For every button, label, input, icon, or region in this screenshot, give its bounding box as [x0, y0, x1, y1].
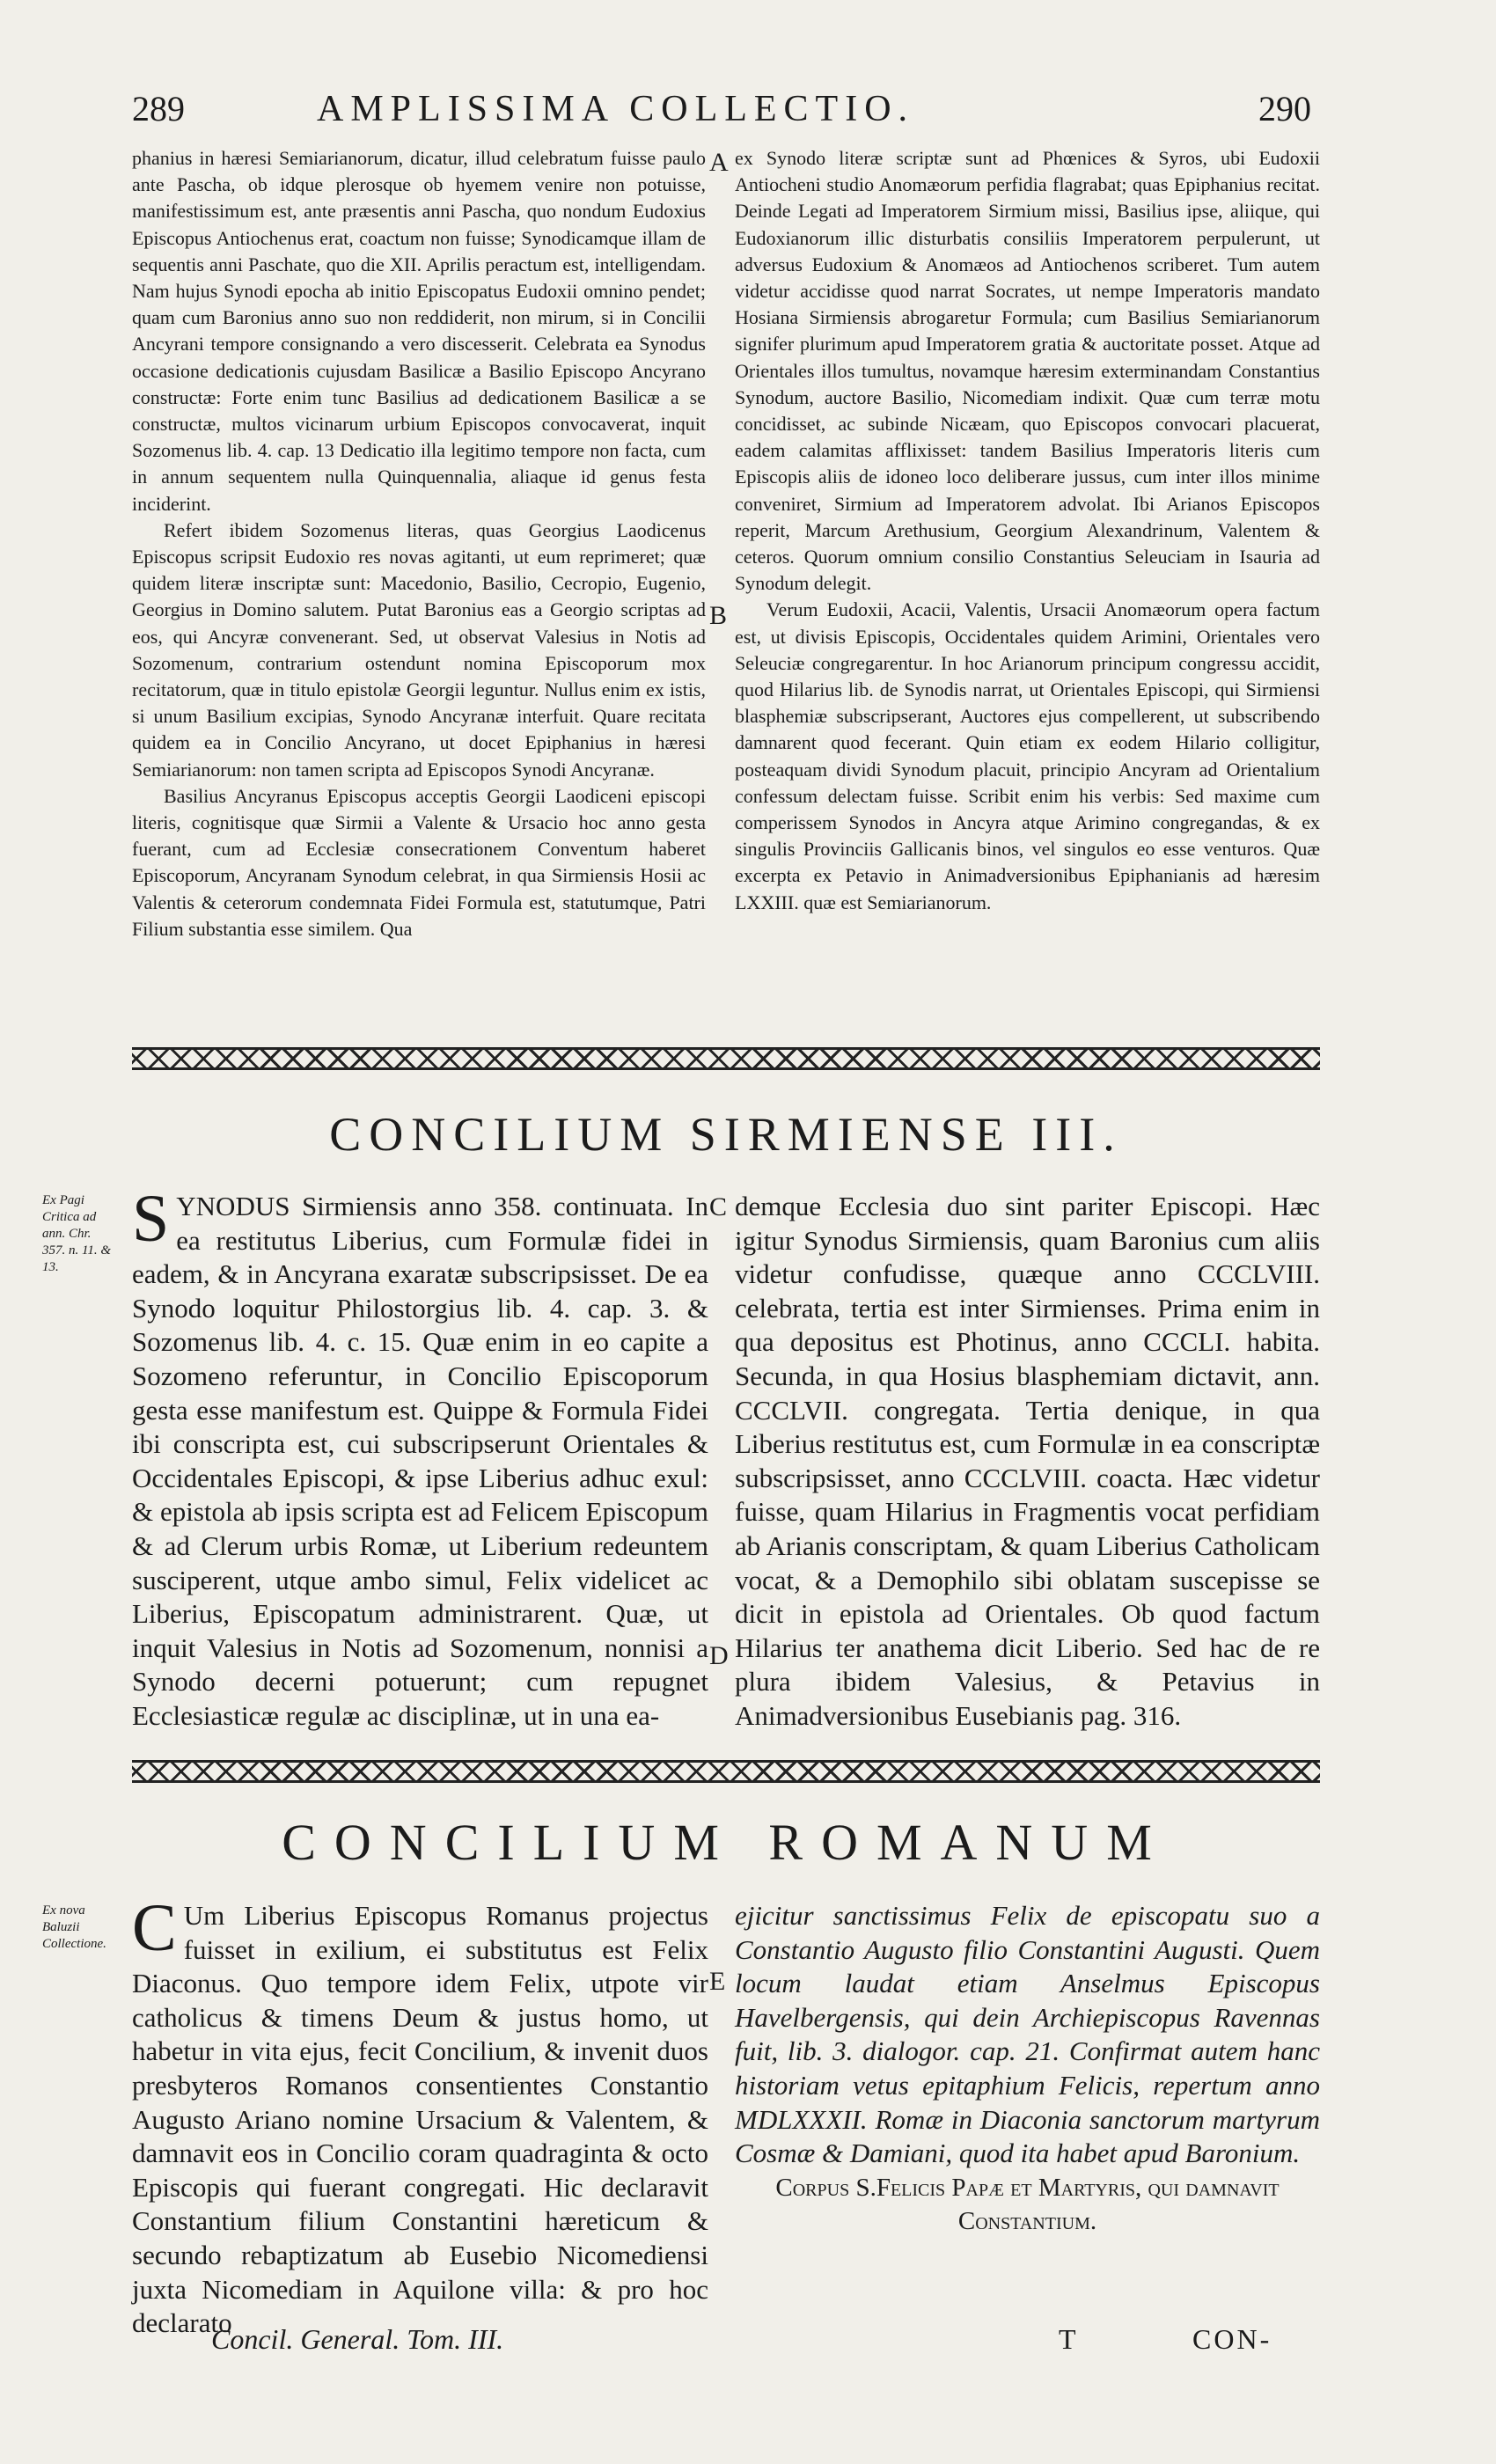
paragraph: Refert ibidem Sozomenus literas, quas Georgius Laodicenus Episcopus scripsit Eudoxio res novas agitanti, ut eum reprimeret; quæ quidem literæ inscriptæ sunt: Macedonio, Basilio, Cecropio, Eugenio, Georgius in Domino salutem. Putat Baronius eas a Georgio scriptas ad eos, qui Ancyræ convenerant. Sed, ut observat Valesius in Notis ad Sozomenum, contrarium ostendunt nomina Episcoporum mox recitatorum, quæ in titulo epistolæ Georgii leguntur. Nullus enim ex istis, si unum Basilium excipias, Synodo Ancyranæ interfuit. Quare recitata quidem ea in Concilio Ancyrano, ut docet Epiphanius in hæresi Semiarianorum: non tamen scripta ad Episcopos Synodi Ancyranæ. — [132, 518, 706, 781]
sidenote-romanum: Ex nova Baluzii Collectione. — [42, 1903, 106, 1951]
romanum-right-column — [735, 1899, 1320, 2238]
ornamental-rule — [132, 1760, 1320, 1783]
paragraph: demque Ecclesia duo sint pariter Episcopi. Hæc igitur Synodus Sirmiensis, quam Baronius cum aliis videtur confudisse, quæque anno CCCLVIII. celebrata, tertia est inter Sirmienses. Prima enim in qua depositus est Photinus, anno CCCLI. habita. Secunda, in qua Hosius blasphemiam dictavit, ann. CCCLVII. congregata. Tertia denique, in qua Liberius restitutus est, cum Formulæ in ea conscriptæ subscripsisset, anno CCCLVIII. coacta. Hæc videtur fuisse, quam Hilarius in Fragmentis vocat perfidiam ab Arianis conscriptam, & quam Liberius Catholicam vocat, & a Demophilo sibi oblatam suscepisse se dicit in epistola ad Orientales. Ob quod factum Hilarius ter anathema dicit Liberio. Sed hac de re plura ibidem Valesius, & Petavius in Animadversionibus Eusebianis pag. 316. — [735, 1191, 1320, 1731]
paragraph: Basilius Ancyranus Episcopus acceptis Georgii Laodiceni episcopi literis, cognitisque quæ Sirmii a Valente & Ursacio hoc anno gesta fuerant, cum ad Ecclesiæ consecrationem Conventum haberet Episcoporum, Ancyranam Synodum celebrat, in qua Sirmiensis Hosii ac Valentis & ceterorum condemnata Fidei Formula est, statutumque, Patri Filium substantia esse similem. Qua — [132, 784, 706, 940]
sirmiense-left-column — [132, 1182, 708, 1734]
margin-letter-c: C — [709, 1192, 728, 1221]
catchword: CON- — [1192, 2323, 1272, 2355]
epitaph-heading: Corpus S.Felicis Papæ et Martyris, qui damnavit Constantium. — [775, 2173, 1280, 2235]
margin-letter-b: B — [709, 601, 728, 630]
dropcap: C — [132, 1891, 177, 1965]
section-title-sirmiense: CONCILIUM SIRMIENSE III. — [329, 1108, 1123, 1161]
margin-letter-d: D — [709, 1641, 729, 1670]
section-title-romanum: CONCILIUM ROMANUM — [282, 1814, 1170, 1871]
paragraph: Verum Eudoxii, Acacii, Valentis, Ursacii Anomæorum opera factum est, ut divisis Episcopis, Occidentales quidem Arimini, Orientales vero Seleuciæ congregarentur. In hoc Arianorum principum congressu accidit, quod Hilarius lib. de Synodis narrat, ut Orientales Episcopi, qui Sirmiensi blasphemiæ subscripserant, Auctores ejus compellerent, ut subscribendo damnarent quod fecerant. Quin etiam ex eodem Hilario colligitur, posteaquam dividi Synodum placuit, principio Ancyram ad Orientalium confessum delectam fuisse. Scribit enim his verbis: Sed maxime cum comperissem Synodos in Ancyra atque Arimino congregandas, & ex singulis Provinciis Gallicanis binos, vel singulos eo esse venturos. Quæ excerpta ex Petavio in Animadversionibus Epiphanianis ad hæresim LXXIII. quæ est Semiarianorum. — [735, 598, 1320, 913]
paragraph: phanius in hæresi Semiarianorum, dicatur, illud celebratum fuisse paulo ante Pascha, ob idque plerosque ob hyemem venire non potuisse, manifestissimum est, ante præsentis anni Pascha, quo nondum Eudoxius Episcopus Antiochenus erat, coactum non fuisse; Synodicamque illam de sequentis anni Paschate, quo die XII. Aprilis peractum est, intelligendam. Nam hujus Synodi epocha ab initio Episcopatus Eudoxii omnino pendet; quam cum Baronius anno suo non reddiderit, non mirum, si in Concilii Ancyrani tempore consignando a vero discesserit. Celebrata ea Synodus occasione dedicationis cujusdam Basilicæ a Basilio Episcopo Ancyrano constructæ: Forte enim tunc Basilius ad dedicationem Basilicæ a se constructæ, multos vicinarum urbium Episcopos convocaverat, inquit Sozomenus lib. 4. cap. 13 Dedicatio illa legitimo tempore non facta, cum in annum sequentem nulla Quinquennalia, aliaque id genus festa inciderint. — [132, 147, 706, 515]
page-number-left: 289 — [132, 89, 185, 128]
top-left-column — [132, 145, 706, 942]
top-right-column — [735, 145, 1320, 916]
page-number-right: 290 — [1258, 89, 1311, 128]
margin-letter-e: E — [709, 1967, 726, 1996]
paragraph: Um Liberius Episcopus Romanus projectus fuisset in exilium, ei substitutus est Felix Diaconus. Quo tempore idem Felix, utpote vir catholicus & timens Deum & justus homo, ut habetur in vita ejus, fecit Concilium, & invenit duos presbyteros Romanos consentientes Constantio Augusto Ariano nomine Ursacium & Valentem, & damnavit eos in Concilio coram quadraginta & octo Episcopis qui fuerant congregati. Hic declaravit Constantium filium Constantini hæreticum & secundo rebaptizatum ab Eusebio Nicomediensi juxta Nicomediam in Aquilone villa: & pro hoc declarato — [132, 1900, 708, 2339]
running-header — [0, 88, 1496, 141]
ornamental-rule — [132, 1047, 1320, 1070]
paragraph: ex Synodo literæ scriptæ sunt ad Phœnices & Syros, ubi Eudoxii Antiocheni studio Anomæorum perfidia flagrabat; quas Epiphanius recitat. Deinde Legati ad Imperatorem Sirmium missi, Basilius ipse, aliique, qui Eudoxianorum illic disturbatis consiliis Imperatorem perpulerunt, ut adversus Eudoxium & Anomæos ad Antiochenos scriberet. Tum autem videtur accidisse quod narrat Socrates, ut nempe Imperatoris mandato Hosiana Sirmiensis abrogaretur Formula; cum Basilius Semiarianorum signifer plurimum apud Imperatorem gratia & auctoritate posset. Atque ad Orientales illos tumultus, novamque hæresim exterminandam Constantius Synodum, auctore Basilio, Nicomediam indixit. Quæ cum terræ motu concidisset, ac subinde Nicæam, quo Episcopos convocari placuerat, eadem calamitas afflixisset: tandem Basilius Imperatoris literis cum Episcopis aliis de idoneo loco deliberare jussus, cum inter illos minime conveniret, Sirmium ad Imperatorem advolat. Ibi Arianos Episcopos reperit, Marcum Arethusium, Georgium Alexandrinum, Valentem & ceteros. Quorum omnium consilio Constantius Seleuciam in Isauria ad Synodum delegit. — [735, 147, 1320, 595]
paragraph: ejicitur sanctissimus Felix de episcopatu suo a Constantio Augusto filio Constantini Augusti. Quem locum laudat etiam Anselmus Episcopus Havelbergensis, qui dein Archiepiscopus Ravennas fuit, lib. 3. dialogor. cap. 21. Confirmat autem hanc historiam vetus epitaphium Felicis, repertum anno MDLXXXII. Romæ in Diaconia sanctorum martyrum Cosmæ & Damiani, quod ita habet apud Baronium. — [735, 1900, 1320, 2169]
sidenote-sirmiense: Ex Pagi Critica ad ann. Chr. 357. n. 11. & 13. — [42, 1193, 112, 1274]
signature-mark: T — [1059, 2323, 1076, 2355]
footer-reference: Concil. General. Tom. III. — [211, 2323, 504, 2355]
margin-letter-a: A — [709, 148, 729, 177]
paragraph: YNODUS Sirmiensis anno 358. continuata. In ea restitutus Liberius, cum Formulæ fidei in eadem, & in Ancyrana exaratæ subscripsisset. De ea Synodo loquitur Philostorgius lib. 4. cap. 3. & Sozomenus lib. 4. c. 15. Quæ enim in eo capite a Sozomeno referuntur, in Concilio Episcoporum gesta esse manifestum est. Quippe & Formula Fidei ibi conscripta est, cui subscripserunt Orientales & Occidentales Episcopi, & ipse Liberius adhuc exul: & epistola ab ipsis scripta est ad Felicem Episcopum & ad Clerum urbis Romæ, ut Liberium redeuntem susciperent, utque ambo simul, Felix videlicet ac Liberius, Episcopatum administrarent. Quæ, ut inquit Valesius in Notis ad Sozomenum, nonnisi a Synodo decerni potuerunt; cum repugnet Ecclesiasticæ regulæ ac disciplinæ, ut in una ea- — [132, 1191, 708, 1731]
romanum-left-column — [132, 1891, 708, 2341]
dropcap: S — [132, 1182, 170, 1256]
running-title: AMPLISSIMA COLLECTIO. — [317, 89, 915, 129]
sirmiense-right-column — [735, 1190, 1320, 1734]
